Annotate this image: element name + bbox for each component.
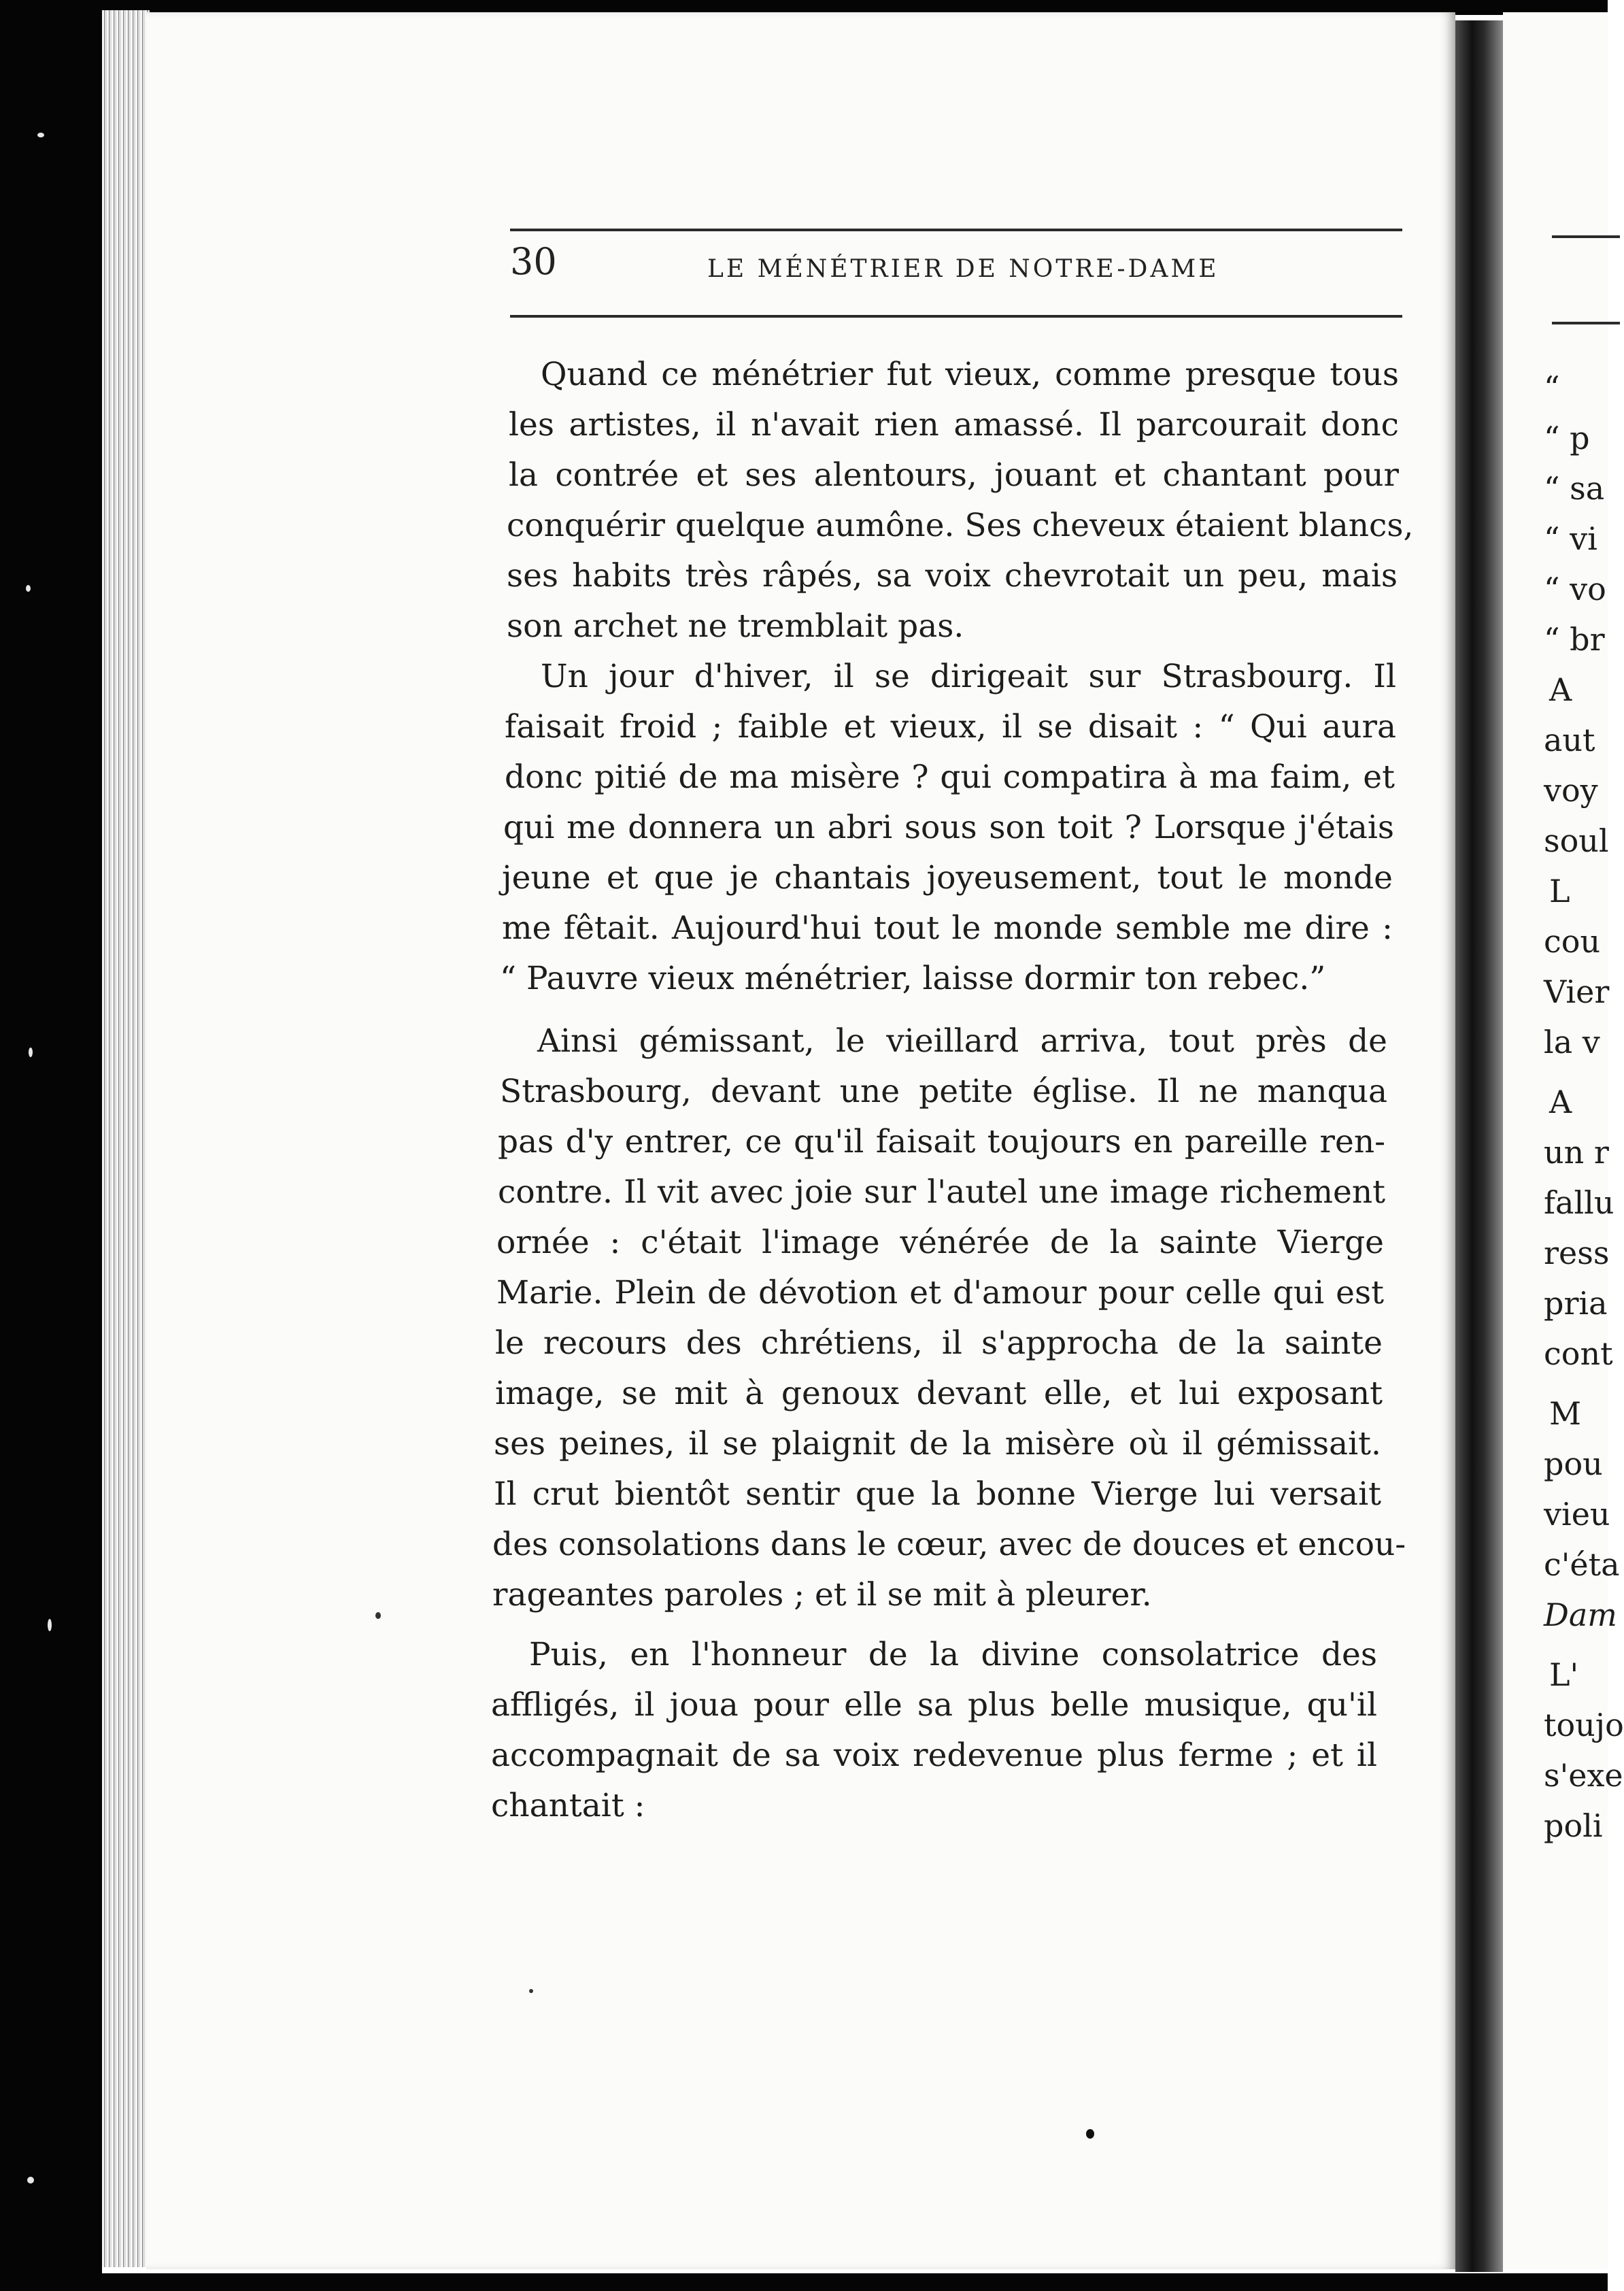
text-line: le recours des chrétiens, il s'approcha de la sainte (495, 1324, 1383, 1362)
book-page-right-fragment (1503, 12, 1624, 2269)
right-page-text: “ vo (1544, 571, 1606, 607)
right-page-text: aut (1544, 722, 1595, 758)
right-page-text: “ (1544, 369, 1560, 406)
right-page-text: pou (1544, 1445, 1603, 1482)
scan-speck (48, 1619, 52, 1631)
right-page-text: s'exe (1544, 1757, 1623, 1794)
scan-border-bottom (0, 2273, 1608, 2291)
text-line: conquérir quelque aumône. Ses cheveux étaient blancs, (507, 507, 1414, 544)
right-page-text: voy (1544, 772, 1598, 809)
right-page-text: Dam (1544, 1596, 1617, 1633)
right-page-text: A (1549, 1084, 1572, 1120)
text-line: rageantes paroles ; et il se mit à pleurer. (492, 1576, 1152, 1613)
right-page-text: M (1549, 1395, 1582, 1432)
right-header-rule-top (1552, 235, 1620, 238)
text-line: Un jour d'hiver, il se dirigeait sur Strasbourg. Il (541, 658, 1396, 695)
right-page-text: “ sa (1544, 470, 1605, 507)
right-page-text: fallu (1544, 1184, 1614, 1221)
right-page-text: un r (1544, 1134, 1609, 1171)
text-line: qui me donnera un abri sous son toit ? Lorsque j'étais (503, 809, 1394, 846)
scan-speck (26, 585, 31, 592)
text-line: Quand ce ménétrier fut vieux, comme presque tous (541, 356, 1399, 393)
running-title: LE MÉNÉTRIER DE NOTRE-DAME (707, 255, 1219, 283)
text-line: Il crut bientôt sentir que la bonne Vierge lui versait (494, 1475, 1381, 1513)
text-line: jeune et que je chantais joyeusement, tout le monde (502, 859, 1393, 897)
page-number: 30 (510, 240, 557, 283)
ink-speck (529, 1989, 533, 1993)
text-line: ornée : c'était l'image vénérée de la sainte Vierge (496, 1224, 1384, 1261)
text-line: les artistes, il n'avait rien amassé. Il parcourait donc (509, 406, 1399, 444)
right-header-rule-bottom (1552, 322, 1620, 324)
right-page-text: cou (1544, 923, 1601, 960)
right-page-text: cont (1544, 1335, 1613, 1372)
text-line: ses habits très râpés, sa voix chevrotait un peu, mais (507, 557, 1398, 595)
right-page-text: A (1549, 671, 1572, 708)
right-page-text: “ p (1544, 420, 1590, 456)
text-line: me fêtait. Aujourd'hui tout le monde semble me dire : (502, 909, 1393, 947)
text-line: la contrée et ses alentours, jouant et chantant pour (509, 456, 1399, 494)
right-page-text: Vier (1544, 973, 1610, 1010)
stacked-page-edges (102, 10, 150, 2267)
text-line: Marie. Plein de dévotion et d'amour pour celle qui est (496, 1274, 1384, 1311)
header-rule-top (510, 229, 1402, 231)
header-rule-bottom (510, 315, 1402, 318)
text-line: “ Pauvre vieux ménétrier, laisse dormir ton rebec.” (500, 960, 1326, 997)
scan-border-left (0, 0, 102, 2291)
scan-speck (27, 2177, 34, 2184)
text-line: contre. Il vit avec joie sur l'autel une image richement (498, 1173, 1385, 1211)
text-line: Ainsi gémissant, le vieillard arriva, tout près de (537, 1022, 1387, 1060)
scan-speck (29, 1048, 33, 1057)
right-page-text: poli (1544, 1807, 1603, 1844)
book-gutter (1455, 20, 1503, 2272)
text-line: ses peines, il se plaignit de la misère où il gémissait. (494, 1425, 1381, 1462)
right-page-text: pria (1544, 1285, 1608, 1322)
ink-speck (1086, 2129, 1094, 2139)
right-page-text: “ vi (1544, 520, 1597, 557)
right-page-text: soul (1544, 822, 1609, 859)
right-page-text: la v (1544, 1024, 1600, 1060)
text-line: affligés, il joua pour elle sa plus belle musique, qu'il (491, 1686, 1377, 1724)
right-page-text: L' (1549, 1656, 1579, 1693)
text-line: donc pitié de ma misère ? qui compatira à ma faim, et (505, 758, 1395, 796)
text-line: Puis, en l'honneur de la divine consolatrice des (529, 1636, 1377, 1673)
right-page-text: c'éta (1544, 1546, 1620, 1583)
scan-speck (37, 133, 44, 137)
right-page-text: “ br (1544, 621, 1605, 658)
right-page-text: ress (1544, 1235, 1610, 1271)
ink-speck (375, 1612, 381, 1619)
text-line: des consolations dans le cœur, avec de douces et encou- (492, 1526, 1406, 1563)
text-line: son archet ne tremblait pas. (507, 607, 964, 645)
text-line: Strasbourg, devant une petite église. Il ne manqua (500, 1073, 1387, 1110)
text-line: image, se mit à genoux devant elle, et lui exposant (495, 1375, 1383, 1412)
right-page-text: toujo (1544, 1707, 1624, 1743)
text-line: chantait : (491, 1787, 645, 1824)
text-line: faisait froid ; faible et vieux, il se disait : “ Qui aura (505, 708, 1396, 746)
text-line: accompagnait de sa voix redevenue plus ferme ; et il (491, 1737, 1377, 1774)
right-page-text: vieu (1544, 1496, 1610, 1533)
text-line: pas d'y entrer, ce qu'il faisait toujours en pareille ren- (498, 1123, 1385, 1160)
right-page-text: L (1549, 873, 1570, 909)
